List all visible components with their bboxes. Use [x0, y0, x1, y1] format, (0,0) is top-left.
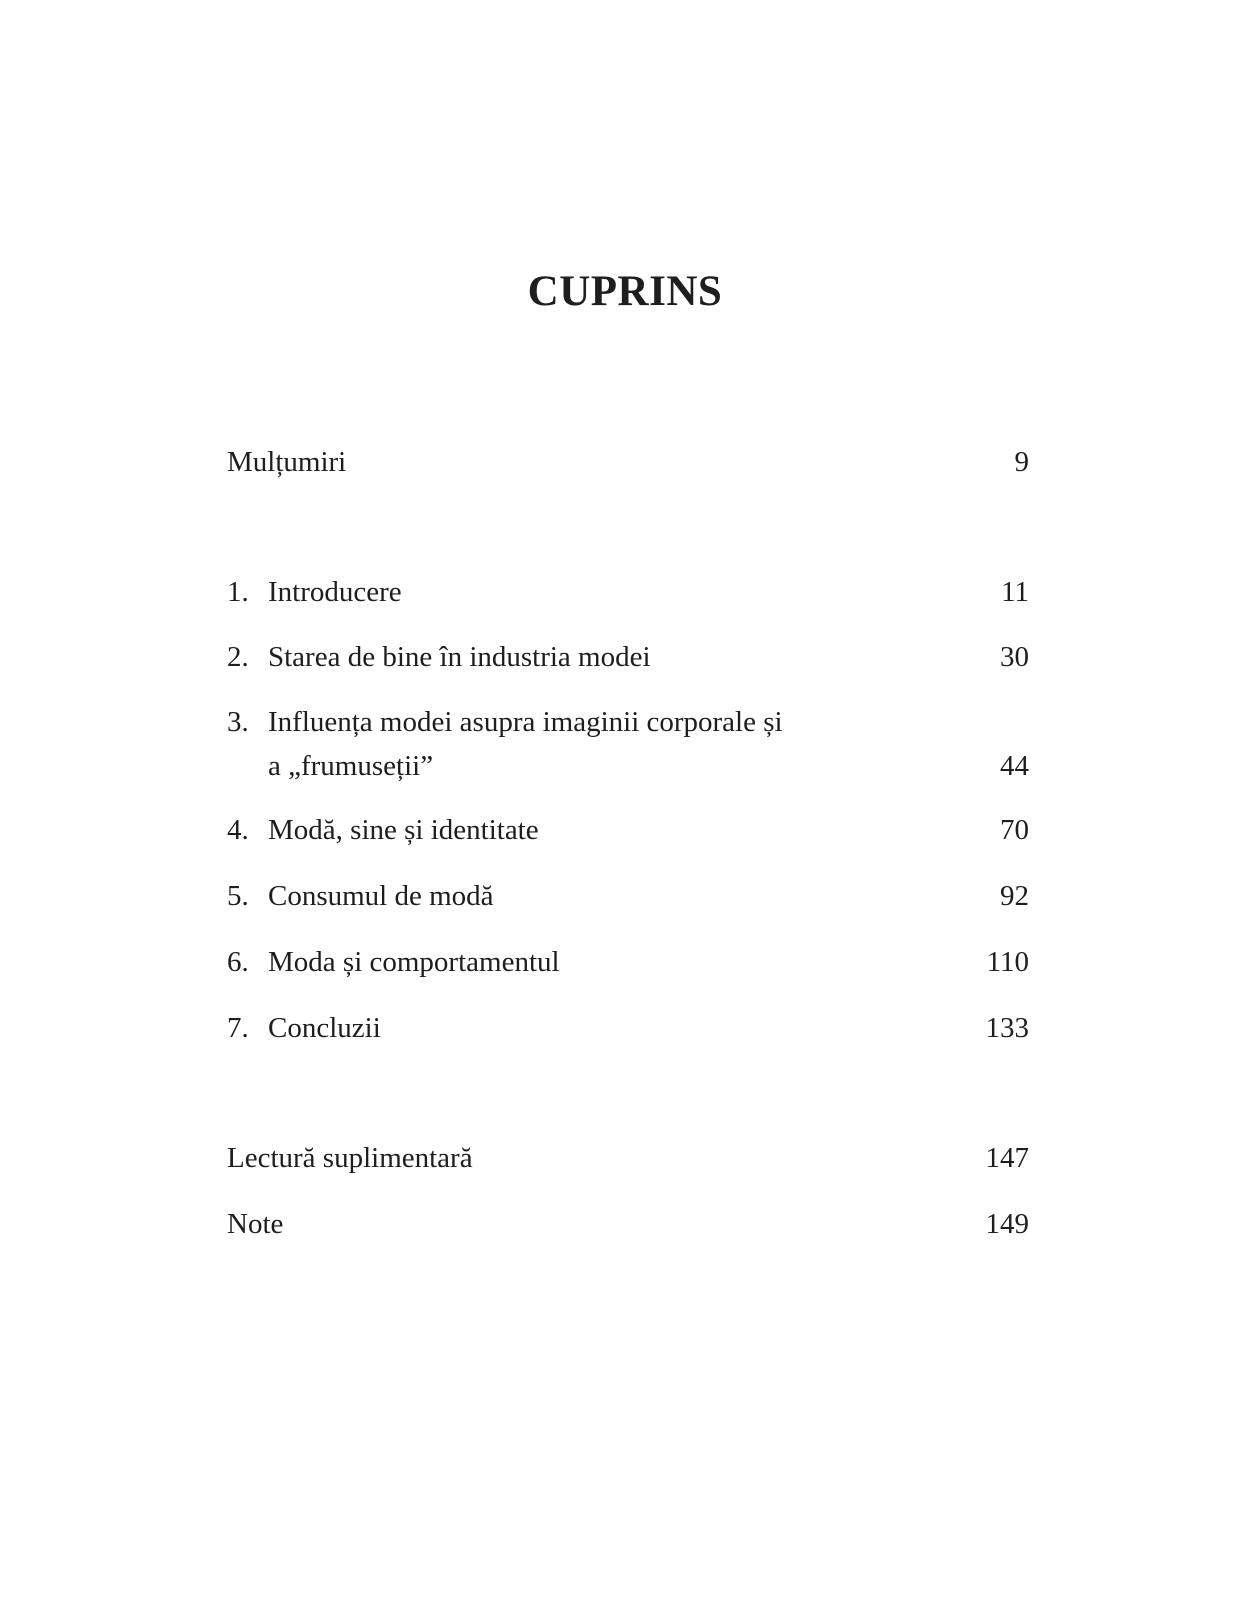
toc-entry-label: Introducere: [268, 576, 402, 608]
toc-entry-label: Mulțumiri: [227, 446, 347, 478]
toc-entry-chapter-6[interactable]: [227, 940, 1029, 984]
toc-entry-label: Consumul de modă: [268, 880, 494, 912]
toc-entry-chapter-5[interactable]: [227, 874, 1029, 918]
toc-entry-chapter-1[interactable]: [227, 570, 1029, 614]
toc-entry-number: 6.: [227, 946, 249, 978]
toc-entry-notes[interactable]: [227, 1202, 1029, 1246]
toc-entry-number: 3.: [227, 706, 249, 738]
toc-entry-label-continued: a „frumuseții”: [268, 750, 434, 782]
toc-entry-acknowledgements[interactable]: [227, 440, 1029, 484]
toc-entry-label: Concluzii: [268, 1012, 381, 1044]
toc-entry-number: 2.: [227, 641, 249, 673]
toc-entry-chapter-7[interactable]: [227, 1006, 1029, 1050]
toc-entry-page: 44: [1000, 750, 1029, 782]
toc-entry-page: 92: [1000, 880, 1029, 912]
toc-entry-page: 149: [985, 1208, 1029, 1240]
toc-entry-page: 70: [1000, 814, 1029, 846]
toc-entry-page: 133: [985, 1012, 1029, 1044]
toc-entry-chapter-3[interactable]: [227, 700, 1029, 788]
toc-entry-page: 11: [1001, 576, 1029, 608]
toc-entry-number: 7.: [227, 1012, 249, 1044]
toc-entry-number: 4.: [227, 814, 249, 846]
toc-entry-label: Note: [227, 1208, 284, 1240]
toc-entry-page: 30: [1000, 641, 1029, 673]
toc-entry-label: Lectură suplimentară: [227, 1142, 473, 1174]
toc-entry-label: Starea de bine în industria modei: [268, 641, 651, 673]
toc-entry-page: 9: [1014, 446, 1029, 478]
toc-entry-chapter-4[interactable]: [227, 808, 1029, 852]
toc-entry-label: Moda și comportamentul: [268, 946, 560, 978]
toc-entry-number: 5.: [227, 880, 249, 912]
toc-entry-chapter-2[interactable]: [227, 635, 1029, 679]
toc-entry-page: 110: [986, 946, 1029, 978]
toc-entry-further-reading[interactable]: [227, 1136, 1029, 1180]
toc-entry-label: Modă, sine și identitate: [268, 814, 539, 846]
toc-entry-number: 1.: [227, 576, 249, 608]
toc-entry-page: 147: [985, 1142, 1029, 1174]
page-title: CUPRINS: [527, 268, 723, 315]
toc-entry-label: Influența modei asupra imaginii corporale și: [268, 706, 783, 738]
